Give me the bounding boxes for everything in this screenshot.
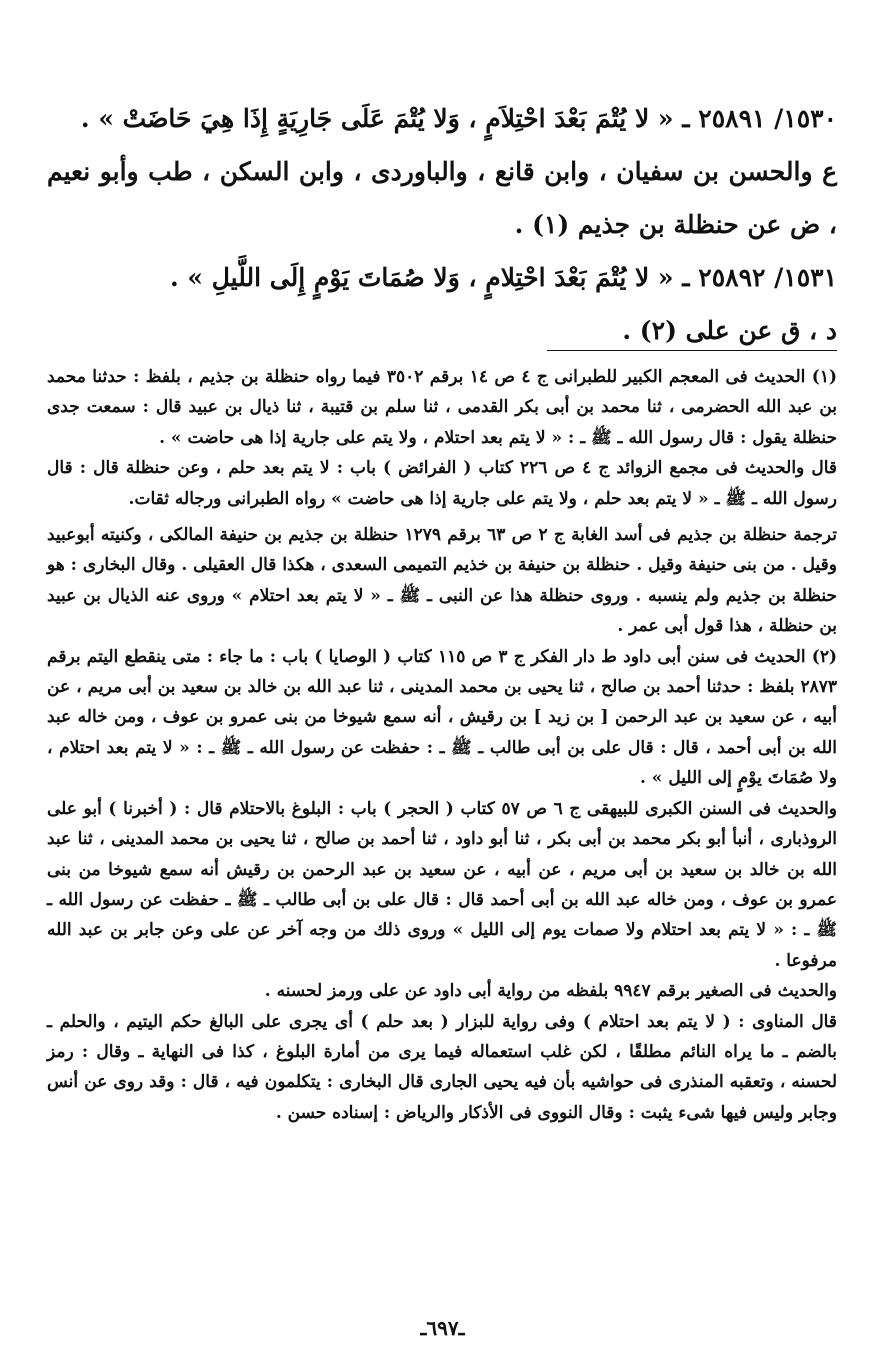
footnote-1: (١) الحديث فى المعجم الكبير للطبرانى ج ٤ ص ١٤ برقم ٣٥٠٢ فيما رواه حنظلة بن جذيم ، بلفظ : حدثنا محمد بن عبد الله الحضرمى ، ثنا محمد بن أبى بكر القدمى ، ثنا سلم بن قتيبة ، ثنا ذيال بن عبيد قال : سمعت جدى حنظلة يقول : قال رسول الله ـ ﷺ ـ : « لا يتم بعد احتلام ، ولا يتم على جارية إذا هى حاضت » . xyxy=(47,367,838,448)
footnote-2: (٢) الحديث فى سنن أبى داود ط دار الفكر ج ٣ ص ١١٥ كتاب ( الوصايا ) باب : ما جاء : متى ينقطع اليتم برقم ٢٨٧٣ بلفظ : حدثنا أحمد بن صالح ، ثنا يحيى بن محمد المدينى ، ثنا عبد الله بن خالد بن سعيد بن أبى مريم ، عن أبيه ، عن سعيد بن عبد الرحمن [ بن زيد ] بن رقيش ، أنه سمع شيوخا من بنى عمرو بن عوف ، ومن خاله عبد الله بن أبى أحمد ، قال : قال على بن أبى طالب ـ ﷺ ـ : حفظت عن رسول الله ـ ﷺ ـ : « لا يتم بعد احتلام ، ولا صُمَاتَ يوْمٍ إلى الليل » . xyxy=(47,646,838,789)
hadith-1531-sources: د ، ق عن على (٢) . xyxy=(622,316,837,345)
footnote-1-biography: ترجمة حنظلة بن جذيم فى أسد الغابة ج ٢ ص ٦٣ برقم ١٢٧٩ حنظلة بن جذيم بن حنيفة المالكى ، وكنيته أبوعبيد وقيل . من بنى حنيفة وقيل . حنظلة بن حنيفة بن خذيم التميمى السعدى ، هكذا قال العقيلى . وقال البخارى : هو حنظلة بن جذيم ولم ينسبه . وروى حنظلة هذا عن النبى ـ ﷺ ـ « لا يتم بعد احتلام » وروى عنه الذيال بن عبيد بن حنظلة ، هذا قول أبى عمر . xyxy=(47,525,837,637)
hadith-text xyxy=(47,92,837,357)
footnote-2-bayhaqi: والحديث فى السنن الكبرى للبيهقى ج ٦ ص ٥٧ كتاب ( الحجر ) باب : البلوغ بالاحتلام قال : ( أخبرنا ) أبو على الروذبارى ، أنبأ أبو بكر محمد بن أبى بكر ، ثنا أبو داود ، ثنا أحمد بن صالح ، ثنا يحيى بن محمد المدينى ، ثنا عبد الله بن خالد بن سعيد بن أبى مريم ، عن أبيه ، عن سعيد بن عبد الرحمن بن رقيش أنه سمع شيوخا من بنى عمرو بن عوف ، ومن خاله عبد الله بن أبى أحمد قال : قال على بن أبى طالب ـ ﷺ ـ حفظت عن رسول الله ـ ﷺ ـ : « لا يتم بعد احتلام ولا صمات يوم إلى الليل » وروى ذلك من وجه آخر عن على وعن جابر بن عبد الله مرفوعا . xyxy=(47,798,838,971)
footnote-separator xyxy=(547,350,837,351)
hadith-1531: ١٥٣١/ ٢٥٨٩٢ ـ « لا يُتْمَ بَعْدَ احْتِلامٍ ، وَلا صُمَاتَ يَوْمٍ إِلَى اللَّيلِ » . xyxy=(169,263,837,292)
footnote-1-majma: قال والحديث فى مجمع الزوائد ج ٤ ص ٢٢٦ كتاب ( الفرائض ) باب : لا يتم بعد حلم ، وعن حنظلة قال : قال رسول الله ـ ﷺ ـ « لا يتم بعد حلم ، ولا يتم على جارية إذا هى حاضت » رواه الطبرانى ورجاله ثقات. xyxy=(47,458,837,509)
hadith-1530-sources: ع والحسن بن سفيان ، وابن قانع ، والباوردى ، وابن السكن ، طب وأبو نعيم ، ض عن حنظلة بن جذيم (١) . xyxy=(47,157,837,239)
footnote-2-munawi: قال المناوى : ( لا يتم بعد احتلام ) وفى رواية للبزار ( بعد حلم ) أى يجرى على البالغ حكم اليتيم ، والحلم ـ بالضم ـ ما يراه النائم مطلقًا ، لكن غلب استعماله فيما يرى من أمارة البلوغ ، كذا فى النهاية ـ وقال : رمز لحسنه ، وتعقبه المنذرى فى حواشيه بأن فيه يحيى الجارى قال البخارى : يتكلمون فيه ، قال : وقد روى عن أنس وجابر وليس فيها شىء يثبت : وقال النووى فى الأذكار والرياض : إسناده حسن . xyxy=(47,1011,837,1123)
hadith-1530: ١٥٣٠/ ٢٥٨٩١ ـ « لا يُتْمَ بَعْدَ احْتِلاَمٍ ، وَلا يُتْمَ عَلَى جَارِيَةٍ إِذَا هِيَ حَاضَتْ » . xyxy=(80,104,837,133)
footnote-2-saghir: والحديث فى الصغير برقم ٩٩٤٧ بلفظه من رواية أبى داود عن على ورمز لحسنه . xyxy=(264,981,837,1002)
footnotes xyxy=(47,362,837,1128)
page-number: ـ٦٩٧ـ xyxy=(420,1316,465,1340)
